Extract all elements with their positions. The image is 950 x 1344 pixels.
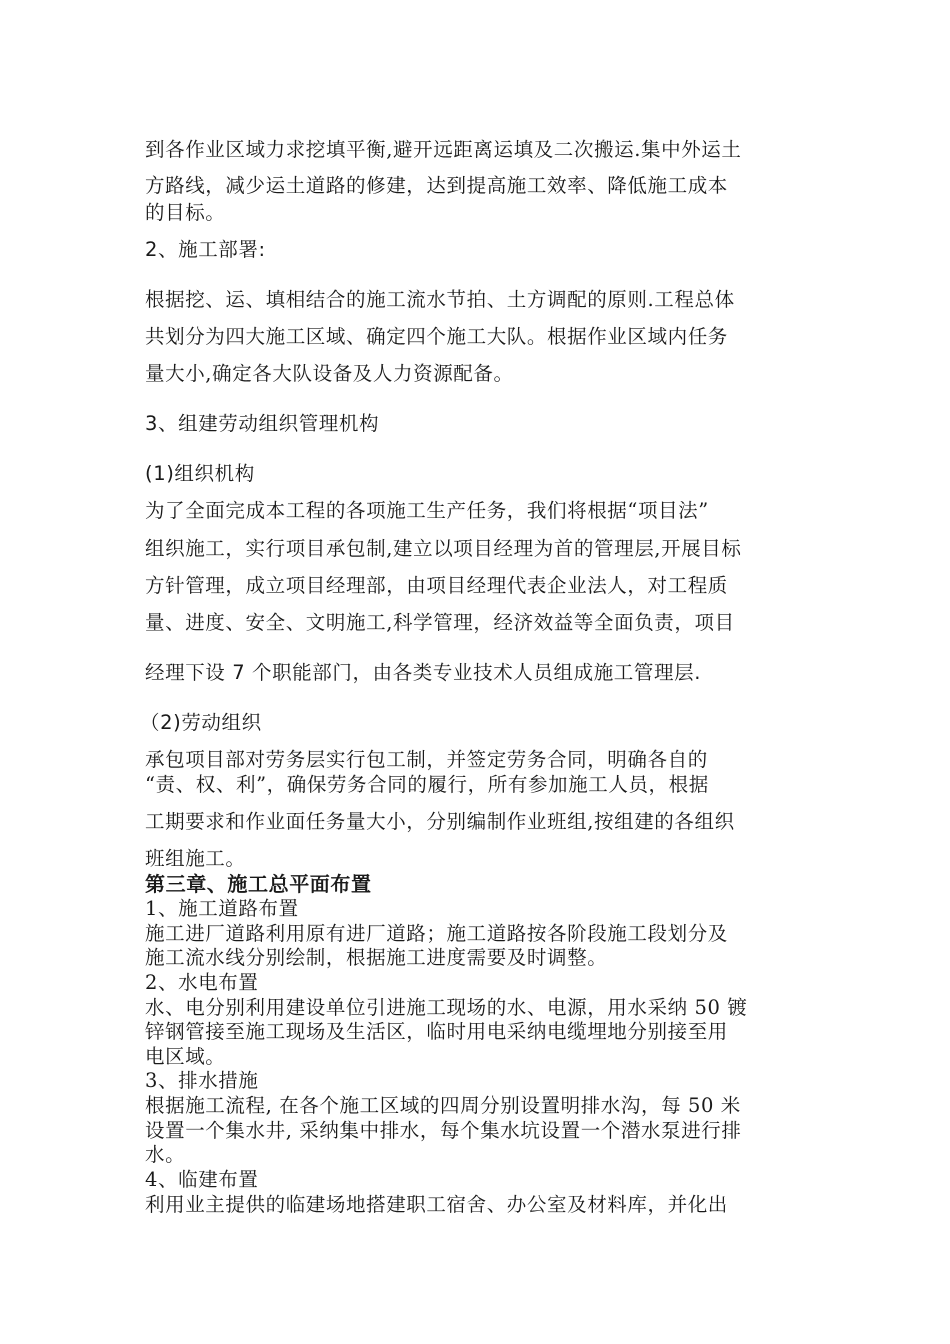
text-line: 方路线，减少运土道路的修建，达到提高施工效率、降低施工成本 (145, 174, 728, 197)
text-line: 利用业主提供的临建场地搭建职工宿舍、办公室及材料库，并化出 (145, 1193, 728, 1216)
text-line: 量大小,确定各大队设备及人力资源配备。 (145, 362, 514, 385)
text-line: 施工进厂道路利用原有进厂道路；施工道路按各阶段施工段划分及 (145, 922, 728, 945)
text-line: 锌钢管接至施工现场及生活区，临时用电采纳电缆埋地分别接至用 (145, 1020, 728, 1043)
text-line: 水。 (145, 1143, 186, 1166)
text-line: 组织施工，实行项目承包制,建立以项目经理为首的管理层,开展目标 (145, 537, 742, 560)
text-line: 班组施工。 (145, 847, 246, 870)
text-line: “责、权、利”，确保劳务合同的履行，所有参加施工人员，根据 (145, 773, 709, 796)
text-line: 量、进度、安全、文明施工,科学管理，经济效益等全面负责，项目 (145, 611, 735, 634)
section-heading: 2、水电布置 (145, 971, 259, 994)
text-line: 到各作业区域力求挖填平衡,避开远距离运填及二次搬运.集中外运土 (145, 138, 742, 161)
section-heading: 4、临建布置 (145, 1168, 259, 1191)
section-heading: 1、施工道路布置 (145, 897, 299, 920)
text-line: 电区域。 (145, 1045, 226, 1068)
text-line: 根据挖、运、填相结合的施工流水节拍、土方调配的原则.工程总体 (145, 288, 735, 311)
text-line: 共划分为四大施工区域、确定四个施工大队。根据作业区域内任务 (145, 325, 728, 348)
text-line: 水、电分别利用建设单位引进施工现场的水、电源，用水采纳 50 镀 (145, 996, 748, 1019)
text-line: 为了全面完成本工程的各项施工生产任务，我们将根据“项目法” (145, 499, 709, 522)
text-line: 承包项目部对劳务层实行包工制，并签定劳务合同，明确各自的 (145, 748, 708, 771)
text-line: 方针管理，成立项目经理部，由项目经理代表企业法人，对工程质 (145, 574, 728, 597)
section-heading: 3、排水措施 (145, 1069, 259, 1092)
text-line: 根据施工流程, 在各个施工区域的四周分别设置明排水沟，每 50 米 (145, 1094, 741, 1117)
text-line: 的目标。 (145, 201, 226, 224)
section-heading: 2、施工部署: (145, 238, 266, 261)
text-line: 工期要求和作业面任务量大小，分别编制作业班组,按组建的各组织 (145, 810, 735, 833)
subsection-heading: (1)组织机构 (145, 462, 255, 485)
chapter-heading: 第三章、施工总平面布置 (145, 872, 372, 896)
text-line: 经理下设 7 个职能部门，由各类专业技术人员组成施工管理层. (145, 661, 702, 684)
section-heading: 3、组建劳动组织管理机构 (145, 412, 380, 435)
text-line: 设置一个集水井, 采纳集中排水，每个集水坑设置一个潜水泵进行排 (145, 1119, 742, 1142)
subsection-heading: （2)劳动组织 (140, 711, 262, 734)
text-line: 施工流水线分别绘制，根据施工进度需要及时调整。 (145, 946, 608, 969)
